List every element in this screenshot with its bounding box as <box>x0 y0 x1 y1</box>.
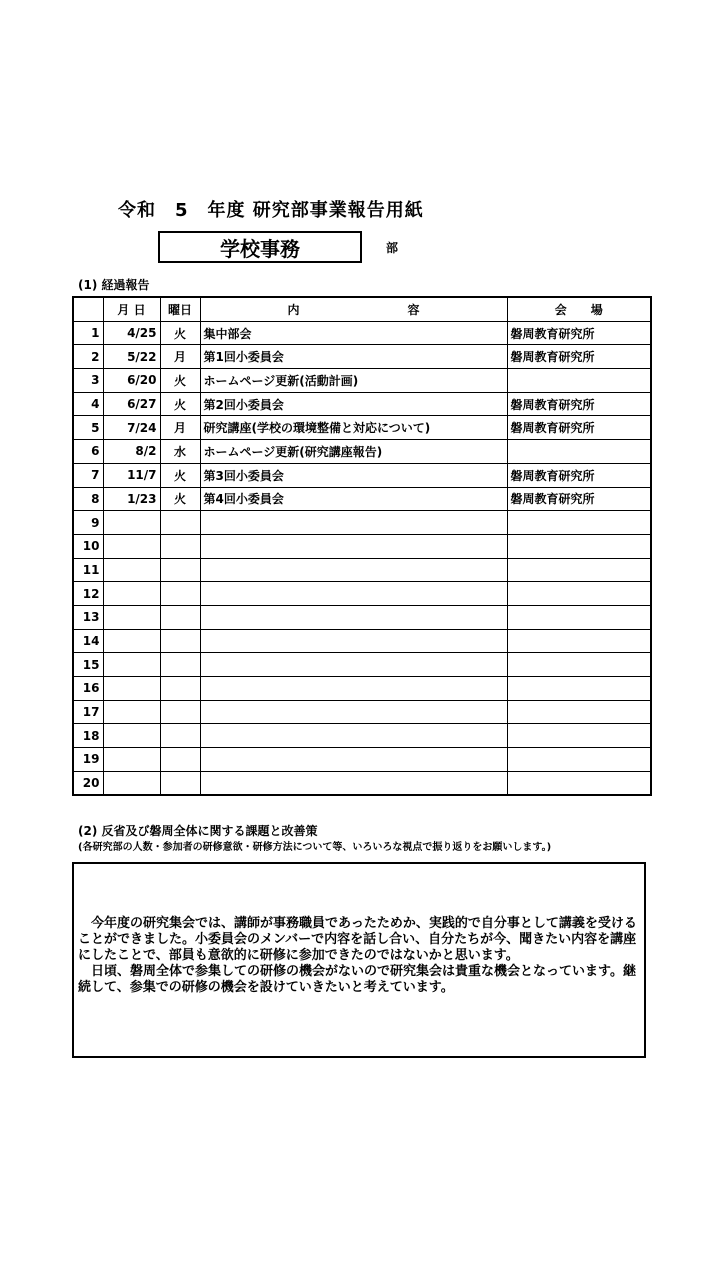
table-row <box>73 321 651 345</box>
row-number: 18 <box>73 724 103 748</box>
row-dow: 月 <box>160 416 200 440</box>
row-venue <box>507 771 651 795</box>
row-venue <box>507 369 651 393</box>
table-row <box>73 771 651 795</box>
row-dow: 水 <box>160 440 200 464</box>
row-date <box>103 534 160 558</box>
row-dow: 火 <box>160 463 200 487</box>
reflection-box <box>72 862 646 1058</box>
section2-note: (各研究部の人数・参加者の研修意欲・研修方法について等、いろいろな視点で振り返りをお願いします。) <box>78 842 552 853</box>
row-dow <box>160 700 200 724</box>
row-venue: 磐周教育研究所 <box>507 345 651 369</box>
row-number: 14 <box>73 629 103 653</box>
header-no <box>73 297 103 321</box>
table-row <box>73 605 651 629</box>
row-content <box>200 748 507 772</box>
row-content <box>200 558 507 582</box>
row-date: 8/2 <box>103 440 160 464</box>
row-number: 16 <box>73 677 103 701</box>
row-date: 7/24 <box>103 416 160 440</box>
table-row <box>73 511 651 535</box>
row-dow: 火 <box>160 321 200 345</box>
row-venue <box>507 724 651 748</box>
row-date: 1/23 <box>103 487 160 511</box>
row-content: 第4回小委員会 <box>200 487 507 511</box>
row-venue <box>507 700 651 724</box>
table-row <box>73 582 651 606</box>
row-content <box>200 511 507 535</box>
progress-report-table <box>72 296 652 796</box>
row-date <box>103 629 160 653</box>
table-row <box>73 463 651 487</box>
row-date <box>103 511 160 535</box>
row-date <box>103 653 160 677</box>
row-number: 19 <box>73 748 103 772</box>
row-content <box>200 653 507 677</box>
row-number: 8 <box>73 487 103 511</box>
row-number: 20 <box>73 771 103 795</box>
row-dow <box>160 629 200 653</box>
row-date: 4/25 <box>103 321 160 345</box>
row-date <box>103 724 160 748</box>
row-venue: 磐周教育研究所 <box>507 487 651 511</box>
row-content <box>200 724 507 748</box>
row-venue: 磐周教育研究所 <box>507 416 651 440</box>
table-row <box>73 724 651 748</box>
department-suffix: 部 <box>386 241 399 255</box>
table-row <box>73 700 651 724</box>
form-title: 令和 5 年度 研究部事業報告用紙 <box>118 200 424 221</box>
row-content <box>200 629 507 653</box>
table-row <box>73 653 651 677</box>
table-row <box>73 748 651 772</box>
row-venue <box>507 582 651 606</box>
table-row <box>73 677 651 701</box>
row-venue: 磐周教育研究所 <box>507 321 651 345</box>
row-dow: 月 <box>160 345 200 369</box>
row-venue <box>507 677 651 701</box>
row-dow <box>160 724 200 748</box>
row-content <box>200 677 507 701</box>
row-date: 6/27 <box>103 392 160 416</box>
row-venue <box>507 653 651 677</box>
table-row <box>73 392 651 416</box>
row-number: 12 <box>73 582 103 606</box>
header-content: 内 容 <box>200 297 507 321</box>
department-box <box>158 231 362 263</box>
row-content: ホームページ更新(活動計画) <box>200 369 507 393</box>
row-date <box>103 677 160 701</box>
row-venue: 磐周教育研究所 <box>507 463 651 487</box>
table-row <box>73 629 651 653</box>
row-venue <box>507 440 651 464</box>
row-date <box>103 605 160 629</box>
table-header-row <box>73 297 651 321</box>
row-number: 11 <box>73 558 103 582</box>
table-row <box>73 558 651 582</box>
table-row <box>73 345 651 369</box>
reflection-paragraph-1: 今年度の研究集会では、講師が事務職員であったためか、実践的で自分事として講義を受けることができました。小委員会のメンバーで内容を話し合い、自分たちが今、聞きたい内容を講座にしたことで、部員も意欲的に研修に参加できたのではないかと思います。 <box>78 916 637 963</box>
row-content: 研究講座(学校の環境整備と対応について) <box>200 416 507 440</box>
row-date <box>103 771 160 795</box>
row-content <box>200 534 507 558</box>
header-venue: 会 場 <box>507 297 651 321</box>
row-number: 5 <box>73 416 103 440</box>
row-content <box>200 582 507 606</box>
reflection-paragraph-2: 日頃、磐周全体で参集しての研修の機会がないので研究集会は貴重な機会となっています。継続して、参集での研修の機会を設けていきたいと考えています。 <box>78 964 636 995</box>
table-row <box>73 487 651 511</box>
row-venue <box>507 511 651 535</box>
row-number: 7 <box>73 463 103 487</box>
row-date: 5/22 <box>103 345 160 369</box>
row-venue <box>507 558 651 582</box>
row-number: 13 <box>73 605 103 629</box>
row-content: ホームページ更新(研究講座報告) <box>200 440 507 464</box>
row-dow <box>160 511 200 535</box>
header-dow: 曜日 <box>160 297 200 321</box>
row-content <box>200 771 507 795</box>
row-venue <box>507 534 651 558</box>
row-dow <box>160 534 200 558</box>
row-date <box>103 748 160 772</box>
row-dow: 火 <box>160 392 200 416</box>
row-date <box>103 558 160 582</box>
row-dow <box>160 605 200 629</box>
row-venue <box>507 748 651 772</box>
row-date <box>103 582 160 606</box>
row-dow: 火 <box>160 487 200 511</box>
section1-heading: (1) 経過報告 <box>78 278 150 292</box>
row-date: 11/7 <box>103 463 160 487</box>
row-number: 1 <box>73 321 103 345</box>
table-row <box>73 534 651 558</box>
row-number: 3 <box>73 369 103 393</box>
table-row <box>73 440 651 464</box>
row-content: 集中部会 <box>200 321 507 345</box>
row-dow <box>160 582 200 606</box>
row-content <box>200 700 507 724</box>
row-number: 2 <box>73 345 103 369</box>
row-number: 10 <box>73 534 103 558</box>
section2-heading: (2) 反省及び磐周全体に関する課題と改善策 <box>78 824 318 838</box>
row-date: 6/20 <box>103 369 160 393</box>
row-dow: 火 <box>160 369 200 393</box>
row-number: 15 <box>73 653 103 677</box>
row-dow <box>160 677 200 701</box>
row-dow <box>160 653 200 677</box>
row-venue <box>507 605 651 629</box>
row-content <box>200 605 507 629</box>
table-row <box>73 369 651 393</box>
row-number: 6 <box>73 440 103 464</box>
row-venue <box>507 629 651 653</box>
header-date: 月 日 <box>103 297 160 321</box>
row-dow <box>160 771 200 795</box>
row-dow <box>160 558 200 582</box>
row-number: 17 <box>73 700 103 724</box>
row-content: 第2回小委員会 <box>200 392 507 416</box>
table-row <box>73 416 651 440</box>
row-date <box>103 700 160 724</box>
row-content: 第3回小委員会 <box>200 463 507 487</box>
department-name: 学校事務 <box>220 236 300 261</box>
row-dow <box>160 748 200 772</box>
row-number: 4 <box>73 392 103 416</box>
row-venue: 磐周教育研究所 <box>507 392 651 416</box>
row-number: 9 <box>73 511 103 535</box>
row-content: 第1回小委員会 <box>200 345 507 369</box>
